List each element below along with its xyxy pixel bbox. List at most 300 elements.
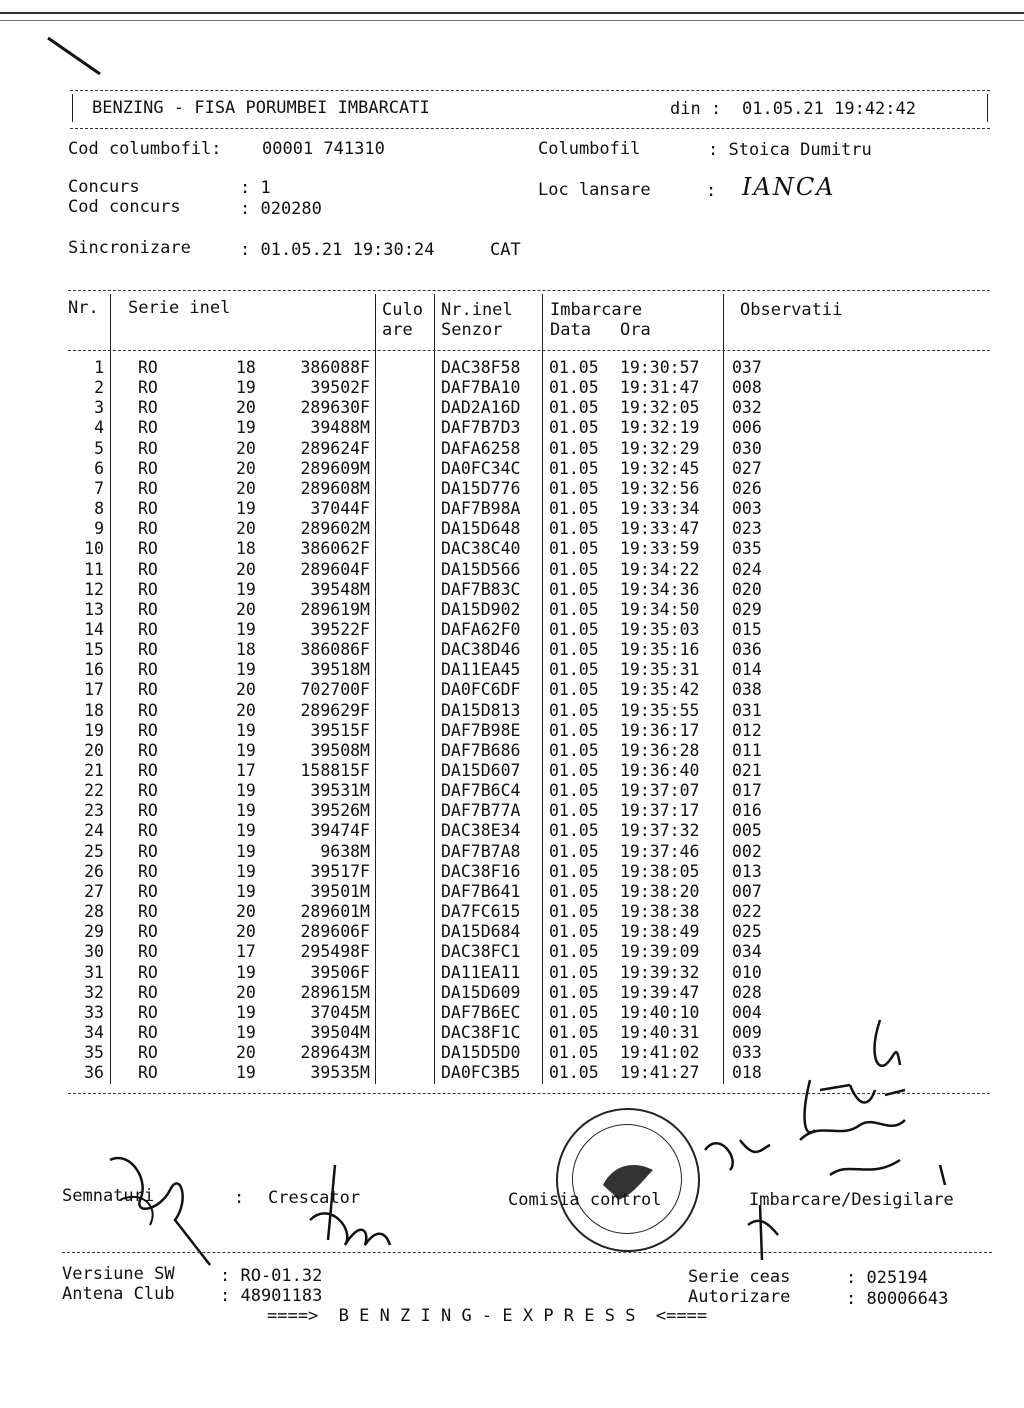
row-sensor: DA15D776: [441, 478, 521, 498]
row-year: 20: [236, 982, 256, 1002]
row-ring-number: 39526M: [310, 801, 370, 821]
row-year: 17: [236, 942, 256, 962]
row-country: RO: [138, 599, 158, 619]
row-sensor: DAF7B98A: [441, 499, 521, 519]
row-observatii: 016: [732, 801, 762, 821]
row-sensor: DA15D607: [441, 761, 521, 780]
row-nr: 29: [84, 922, 104, 942]
row-nr: 10: [84, 539, 104, 559]
row-date: 01.05: [549, 781, 599, 801]
row-country: RO: [138, 579, 158, 599]
col-header-nr: Nr.: [68, 298, 99, 318]
table-row: [0, 821, 1024, 841]
row-date: 01.05: [549, 1043, 599, 1063]
row-year: 20: [236, 438, 256, 458]
row-nr: 9: [94, 519, 104, 539]
handwritten-signature-left: [90, 1140, 230, 1270]
columbofil-value: : Stoica Dumitru: [708, 140, 872, 160]
row-year: 20: [236, 458, 256, 478]
row-date: 01.05: [549, 499, 599, 519]
document-title: BENZING - FISA PORUMBEI IMBARCATI: [92, 98, 430, 118]
row-date: 01.05: [549, 438, 599, 458]
row-nr: 8: [94, 499, 104, 519]
row-country: RO: [138, 358, 158, 377]
table-header-rule: [68, 350, 990, 351]
table-row: [0, 963, 1024, 983]
row-time: 19:37:07: [620, 781, 700, 801]
serie-ceas-value: : 025194: [846, 1268, 928, 1288]
row-year: 19: [236, 378, 256, 398]
row-country: RO: [138, 1022, 158, 1042]
semnaturi-label: Semnaturi: [62, 1186, 155, 1206]
row-nr: 11: [84, 559, 104, 579]
scan-edge-line: [0, 12, 1024, 14]
row-observatii: 014: [732, 660, 762, 680]
row-year: 20: [236, 1043, 256, 1063]
cod-concurs-label: Cod concurs: [68, 197, 181, 217]
row-ring-number: 295498F: [300, 942, 370, 962]
row-year: 19: [236, 1002, 256, 1022]
row-time: 19:32:19: [620, 418, 700, 438]
row-date: 01.05: [549, 579, 599, 599]
row-observatii: 010: [732, 962, 762, 982]
row-ring-number: 39508M: [310, 740, 370, 760]
row-nr: 1: [94, 358, 104, 377]
serie-ceas-label: Serie ceas: [688, 1267, 791, 1287]
row-ring-number: 289606F: [300, 922, 370, 942]
row-observatii: 013: [732, 861, 762, 881]
row-time: 19:30:57: [620, 358, 700, 377]
row-observatii: 025: [732, 922, 762, 942]
row-nr: 34: [84, 1022, 104, 1042]
row-sensor: DA15D609: [441, 982, 521, 1002]
row-time: 19:39:47: [620, 982, 700, 1002]
crescator-label: Crescator: [268, 1188, 361, 1208]
table-row: [0, 439, 1024, 459]
header-date-label: din :: [670, 99, 722, 119]
row-year: 19: [236, 881, 256, 901]
row-ring-number: 158815F: [300, 761, 370, 780]
row-ring-number: 39517F: [310, 861, 370, 881]
row-time: 19:38:49: [620, 922, 700, 942]
row-sensor: DAF7BA10: [441, 378, 521, 398]
row-ring-number: 37044F: [310, 499, 370, 519]
row-nr: 13: [84, 599, 104, 619]
table-row: [0, 761, 1024, 781]
row-time: 19:41:02: [620, 1043, 700, 1063]
row-nr: 17: [84, 680, 104, 700]
row-sensor: DAC38C40: [441, 539, 521, 559]
col-header-senzor: Senzor: [441, 320, 503, 340]
row-year: 19: [236, 619, 256, 639]
row-country: RO: [138, 801, 158, 821]
antena-club-value: : 48901183: [220, 1286, 323, 1306]
row-observatii: 031: [732, 700, 762, 720]
row-nr: 4: [94, 418, 104, 438]
row-observatii: 035: [732, 539, 762, 559]
row-country: RO: [138, 740, 158, 760]
row-nr: 16: [84, 660, 104, 680]
official-stamp: [556, 1108, 700, 1252]
row-sensor: DAC38D46: [441, 640, 521, 660]
row-country: RO: [138, 559, 158, 579]
row-country: RO: [138, 378, 158, 398]
row-date: 01.05: [549, 902, 599, 922]
row-ring-number: 386086F: [300, 640, 370, 660]
table-row: [0, 942, 1024, 962]
row-country: RO: [138, 418, 158, 438]
semnaturi-sep: :: [234, 1188, 245, 1208]
loc-lansare-handwritten: IANCA: [742, 173, 836, 201]
row-year: 18: [236, 539, 256, 559]
row-time: 19:38:05: [620, 861, 700, 881]
row-sensor: DAF7B6C4: [441, 781, 521, 801]
table-row: [0, 640, 1024, 660]
row-time: 19:35:03: [620, 619, 700, 639]
row-time: 19:39:09: [620, 942, 700, 962]
row-date: 01.05: [549, 740, 599, 760]
row-country: RO: [138, 438, 158, 458]
row-date: 01.05: [549, 559, 599, 579]
table-row: [0, 418, 1024, 438]
row-sensor: DAC38FC1: [441, 942, 521, 962]
row-ring-number: 289630F: [300, 398, 370, 418]
row-date: 01.05: [549, 418, 599, 438]
row-year: 18: [236, 640, 256, 660]
row-year: 20: [236, 478, 256, 498]
table-row: [0, 741, 1024, 761]
row-nr: 30: [84, 942, 104, 962]
row-year: 20: [236, 922, 256, 942]
row-sensor: DAF7B83C: [441, 579, 521, 599]
row-observatii: 004: [732, 1002, 762, 1022]
loc-lansare-sep: :: [706, 181, 717, 201]
row-time: 19:32:29: [620, 438, 700, 458]
row-date: 01.05: [549, 478, 599, 498]
row-observatii: 005: [732, 821, 762, 841]
row-date: 01.05: [549, 841, 599, 861]
row-sensor: DAD2A16D: [441, 398, 521, 418]
row-nr: 6: [94, 458, 104, 478]
row-country: RO: [138, 398, 158, 418]
row-sensor: DA7FC615: [441, 902, 521, 922]
row-year: 19: [236, 801, 256, 821]
row-sensor: DA15D684: [441, 922, 521, 942]
row-ring-number: 39506F: [310, 962, 370, 982]
row-country: RO: [138, 720, 158, 740]
row-ring-number: 289624F: [300, 438, 370, 458]
row-observatii: 033: [732, 1043, 762, 1063]
row-time: 19:32:45: [620, 458, 700, 478]
row-time: 19:34:50: [620, 599, 700, 619]
row-sensor: DAF7B7A8: [441, 841, 521, 861]
row-sensor: DA15D566: [441, 559, 521, 579]
row-nr: 5: [94, 438, 104, 458]
row-time: 19:32:56: [620, 478, 700, 498]
col-header-observatii: Observatii: [740, 300, 843, 320]
autorizare-label: Autorizare: [688, 1287, 791, 1307]
row-date: 01.05: [549, 1002, 599, 1022]
row-time: 19:31:47: [620, 378, 700, 398]
row-sensor: DA15D902: [441, 599, 521, 619]
concurs-value: : 1: [240, 178, 271, 198]
row-observatii: 003: [732, 499, 762, 519]
columbofil-label: Columbofil: [538, 139, 641, 159]
row-country: RO: [138, 1043, 158, 1063]
header-left-border: [72, 94, 73, 122]
row-time: 19:38:38: [620, 902, 700, 922]
row-time: 19:33:59: [620, 539, 700, 559]
row-country: RO: [138, 761, 158, 780]
row-observatii: 020: [732, 579, 762, 599]
table-row: [0, 459, 1024, 479]
row-year: 20: [236, 680, 256, 700]
row-year: 19: [236, 499, 256, 519]
row-ring-number: 39504M: [310, 1022, 370, 1042]
autorizare-value: : 80006643: [846, 1289, 949, 1309]
row-ring-number: 39522F: [310, 619, 370, 639]
signatures-bottom-rule: [62, 1252, 992, 1253]
row-observatii: 028: [732, 982, 762, 1002]
row-sensor: DAF7B98E: [441, 720, 521, 740]
row-date: 01.05: [549, 358, 599, 377]
row-sensor: DA0FC34C: [441, 458, 521, 478]
row-observatii: 026: [732, 478, 762, 498]
row-country: RO: [138, 902, 158, 922]
col-header-culoare-1: Culo: [382, 300, 423, 320]
header-date-value: 01.05.21 19:42:42: [742, 99, 916, 119]
row-country: RO: [138, 478, 158, 498]
header-bottom-rule: [70, 128, 990, 129]
row-ring-number: 289604F: [300, 559, 370, 579]
row-date: 01.05: [549, 619, 599, 639]
row-year: 20: [236, 700, 256, 720]
row-date: 01.05: [549, 982, 599, 1002]
row-country: RO: [138, 660, 158, 680]
row-date: 01.05: [549, 599, 599, 619]
row-nr: 7: [94, 478, 104, 498]
versiune-sw-value: : RO-01.32: [220, 1266, 323, 1286]
row-nr: 20: [84, 740, 104, 760]
row-nr: 24: [84, 821, 104, 841]
row-ring-number: 289601M: [300, 902, 370, 922]
row-observatii: 023: [732, 519, 762, 539]
row-ring-number: 39502F: [310, 378, 370, 398]
comisia-control-label: Comisia control: [508, 1190, 662, 1210]
row-observatii: 009: [732, 1022, 762, 1042]
table-row: [0, 882, 1024, 902]
row-date: 01.05: [549, 660, 599, 680]
row-observatii: 008: [732, 378, 762, 398]
row-country: RO: [138, 1063, 158, 1083]
row-date: 01.05: [549, 519, 599, 539]
row-sensor: DAF7B7D3: [441, 418, 521, 438]
row-year: 19: [236, 740, 256, 760]
row-observatii: 015: [732, 619, 762, 639]
row-ring-number: 39535M: [310, 1063, 370, 1083]
row-observatii: 011: [732, 740, 762, 760]
row-date: 01.05: [549, 1022, 599, 1042]
row-date: 01.05: [549, 962, 599, 982]
row-sensor: DA11EA11: [441, 962, 521, 982]
cod-columbofil-label: Cod columbofil:: [68, 139, 222, 159]
row-ring-number: 386088F: [300, 358, 370, 377]
row-observatii: 021: [732, 761, 762, 780]
row-time: 19:39:32: [620, 962, 700, 982]
table-row: [0, 378, 1024, 398]
table-row: [0, 922, 1024, 942]
row-time: 19:37:17: [620, 801, 700, 821]
row-sensor: DAF7B641: [441, 881, 521, 901]
cod-concurs-value: : 020280: [240, 199, 322, 219]
row-year: 20: [236, 559, 256, 579]
versiune-sw-label: Versiune SW: [62, 1264, 175, 1284]
col-header-imbarcare: Imbarcare: [550, 300, 643, 320]
row-time: 19:32:05: [620, 398, 700, 418]
row-ring-number: 37045M: [310, 1002, 370, 1022]
row-year: 19: [236, 418, 256, 438]
row-date: 01.05: [549, 861, 599, 881]
row-country: RO: [138, 1002, 158, 1022]
row-ring-number: 386062F: [300, 539, 370, 559]
row-year: 19: [236, 861, 256, 881]
row-country: RO: [138, 781, 158, 801]
row-nr: 28: [84, 902, 104, 922]
table-row: [0, 519, 1024, 539]
row-observatii: 029: [732, 599, 762, 619]
row-sensor: DAC38F16: [441, 861, 521, 881]
col-header-ora: Ora: [620, 320, 651, 340]
row-year: 19: [236, 821, 256, 841]
row-nr: 33: [84, 1002, 104, 1022]
row-year: 19: [236, 962, 256, 982]
row-ring-number: 289619M: [300, 599, 370, 619]
row-ring-number: 39518M: [310, 660, 370, 680]
row-ring-number: 39488M: [310, 418, 370, 438]
row-nr: 3: [94, 398, 104, 418]
row-time: 19:35:42: [620, 680, 700, 700]
imbarcare-desigilare-label: Imbarcare/Desigilare: [749, 1190, 954, 1210]
row-time: 19:38:20: [620, 881, 700, 901]
row-time: 19:34:22: [620, 559, 700, 579]
table-row: [0, 539, 1024, 559]
row-country: RO: [138, 881, 158, 901]
table-row: [0, 358, 1024, 378]
row-ring-number: 289643M: [300, 1043, 370, 1063]
row-sensor: DA11EA45: [441, 660, 521, 680]
col-header-serie-inel: Serie inel: [128, 298, 231, 318]
row-nr: 14: [84, 619, 104, 639]
row-ring-number: 289609M: [300, 458, 370, 478]
row-observatii: 022: [732, 902, 762, 922]
row-country: RO: [138, 942, 158, 962]
row-time: 19:36:17: [620, 720, 700, 740]
row-nr: 15: [84, 640, 104, 660]
row-sensor: DA15D813: [441, 700, 521, 720]
row-ring-number: 39515F: [310, 720, 370, 740]
row-nr: 32: [84, 982, 104, 1002]
table-row: [0, 680, 1024, 700]
row-ring-number: 39548M: [310, 579, 370, 599]
row-date: 01.05: [549, 801, 599, 821]
sincronizare-zone: CAT: [490, 240, 521, 260]
row-time: 19:35:16: [620, 640, 700, 660]
table-row: [0, 620, 1024, 640]
row-ring-number: 289602M: [300, 519, 370, 539]
row-sensor: DAFA62F0: [441, 619, 521, 639]
row-date: 01.05: [549, 640, 599, 660]
row-country: RO: [138, 861, 158, 881]
row-nr: 27: [84, 881, 104, 901]
row-observatii: 030: [732, 438, 762, 458]
row-ring-number: 289629F: [300, 700, 370, 720]
row-time: 19:40:10: [620, 1002, 700, 1022]
row-date: 01.05: [549, 1063, 599, 1083]
row-year: 19: [236, 841, 256, 861]
table-top-rule: [68, 290, 990, 291]
cod-columbofil-value: 00001 741310: [262, 139, 385, 159]
table-row: [0, 801, 1024, 821]
pen-stroke-mark: [40, 30, 110, 80]
row-observatii: 012: [732, 720, 762, 740]
row-year: 19: [236, 720, 256, 740]
row-country: RO: [138, 640, 158, 660]
handwritten-signature-crescator: [300, 1160, 410, 1255]
row-observatii: 037: [732, 358, 762, 377]
row-date: 01.05: [549, 458, 599, 478]
row-observatii: 024: [732, 559, 762, 579]
row-date: 01.05: [549, 378, 599, 398]
row-date: 01.05: [549, 821, 599, 841]
header-right-border: [987, 94, 988, 122]
row-time: 19:36:40: [620, 761, 700, 780]
row-observatii: 027: [732, 458, 762, 478]
row-country: RO: [138, 982, 158, 1002]
table-row: [0, 902, 1024, 922]
row-sensor: DA15D648: [441, 519, 521, 539]
row-sensor: DAFA6258: [441, 438, 521, 458]
row-year: 20: [236, 902, 256, 922]
row-nr: 23: [84, 801, 104, 821]
row-time: 19:34:36: [620, 579, 700, 599]
row-observatii: 017: [732, 781, 762, 801]
row-sensor: DAF7B77A: [441, 801, 521, 821]
row-sensor: DA15D5D0: [441, 1043, 521, 1063]
row-time: 19:36:28: [620, 740, 700, 760]
row-date: 01.05: [549, 942, 599, 962]
row-sensor: DAF7B686: [441, 740, 521, 760]
row-nr: 36: [84, 1063, 104, 1083]
col-header-culoare-2: are: [382, 320, 413, 340]
row-country: RO: [138, 821, 158, 841]
row-observatii: 006: [732, 418, 762, 438]
table-row: [0, 862, 1024, 882]
row-nr: 2: [94, 378, 104, 398]
row-nr: 35: [84, 1043, 104, 1063]
row-ring-number: 289608M: [300, 478, 370, 498]
row-country: RO: [138, 619, 158, 639]
table-row: [0, 660, 1024, 680]
row-time: 19:40:31: [620, 1022, 700, 1042]
table-row: [0, 499, 1024, 519]
header-top-rule: [70, 90, 990, 91]
row-country: RO: [138, 700, 158, 720]
row-nr: 22: [84, 781, 104, 801]
row-date: 01.05: [549, 761, 599, 780]
row-sensor: DAF7B6EC: [441, 1002, 521, 1022]
row-ring-number: 39501M: [310, 881, 370, 901]
row-country: RO: [138, 499, 158, 519]
